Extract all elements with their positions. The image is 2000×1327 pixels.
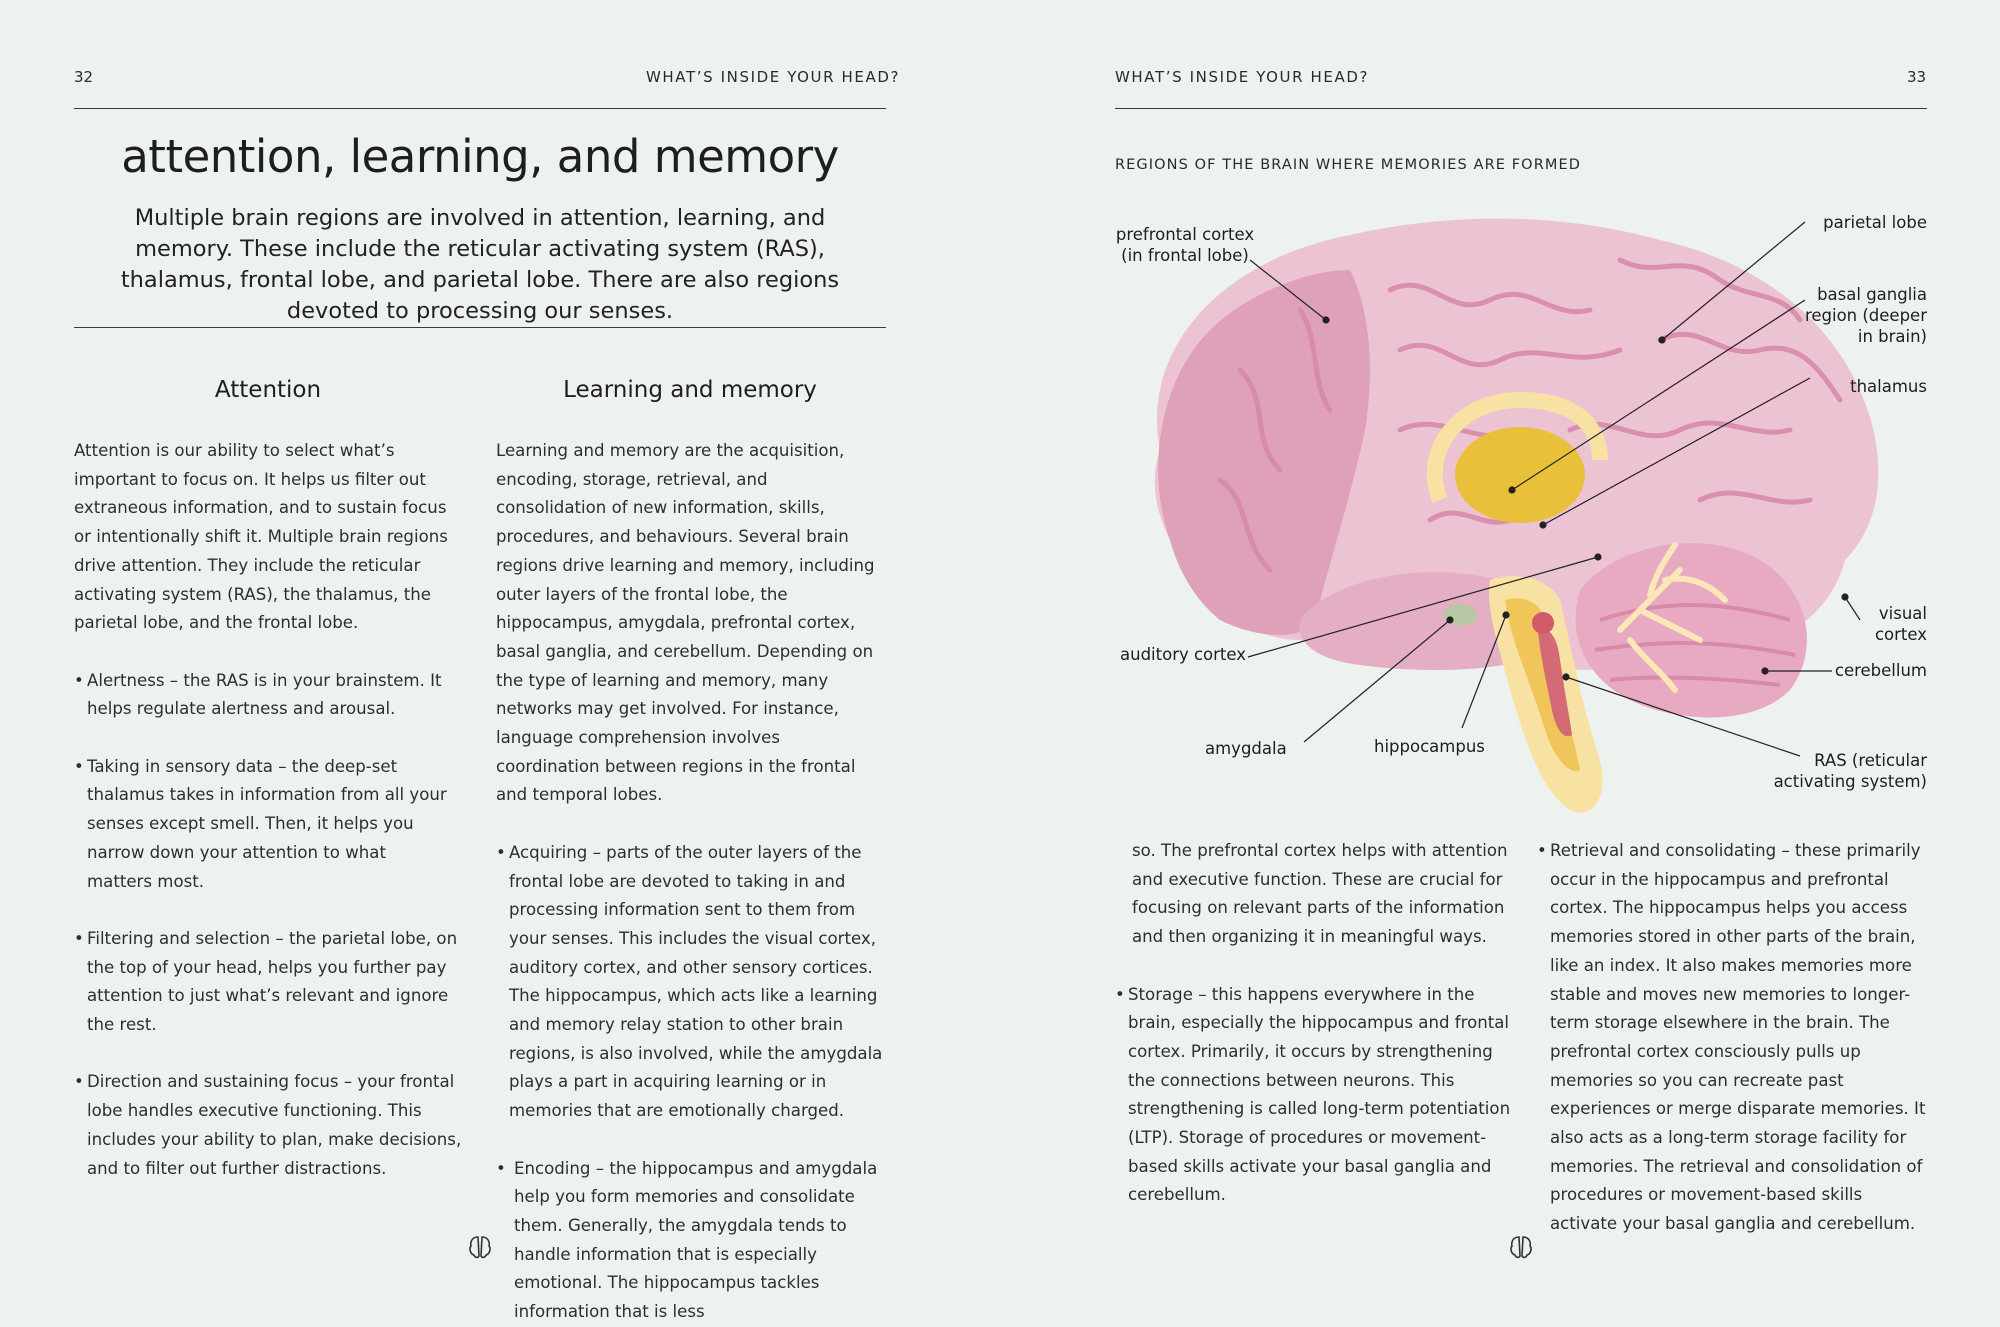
running-head-left: WHAT’S INSIDE YOUR HEAD? — [646, 68, 901, 86]
attention-bullet: • Taking in sensory data – the deep-set thalamus takes in information from all your senses except smell. Then, it helps you narrow down your attention to what matters most. — [74, 753, 449, 897]
retrieval-bullet: • Retrieval and consolidating – these primarily occur in the hippocampus and prefrontal cortex. The hippocampus helps you access memories stored in other parts of the brain, like an index. It also makes memories more stable and moves new memories to longer-term storage elsewhere in the brain. The prefrontal cortex consciously pulls up memories so you can recreate past experiences or merge disparate memories. It also acts as a long-term storage facility for memories. The retrieval and consolidation of procedures or movement-based skills activate your basal ganglia and cerebellum. — [1537, 837, 1932, 1239]
intro-rule — [74, 327, 886, 328]
continuation-paragraph: so. The prefrontal cortex helps with attention and executive function. These are crucial for focusing on relevant parts of the information and then organizing it in meaningful ways. — [1132, 841, 1508, 947]
brain-footer-icon — [467, 1234, 493, 1265]
attention-bullet: • Filtering and selection – the parietal lobe, on the top of your head, helps you further pay attention to just what’s relevant and ignore the rest. — [74, 925, 466, 1040]
page-number-right: 33 — [1907, 68, 1927, 86]
label-prefrontal-cortex: prefrontal cortex (in frontal lobe) — [1115, 225, 1255, 265]
header-rule-right — [1115, 108, 1927, 109]
learning-bullet: • Encoding – the hippocampus and amygdala help you form memories and consolidate them. Generally, the amygdala tends to handle information that is especially emotional. The hippocampus tackles information that is less — [496, 1155, 890, 1327]
label-amygdala: amygdala — [1205, 739, 1287, 758]
intro-paragraph: Multiple brain regions are involved in attention, learning, and memory. These include the reticular activating system (RAS), thalamus, frontal lobe, and parietal lobe. There are also regions devoted to processing our senses. — [120, 205, 840, 324]
page-number-left: 32 — [74, 68, 94, 86]
label-ras: RAS (reticular activating system) — [1773, 751, 1927, 791]
ras-node — [1532, 612, 1554, 634]
brain-footer-icon — [1508, 1234, 1534, 1265]
label-parietal-lobe: parietal lobe — [1823, 213, 1927, 232]
header-rule-left — [74, 108, 886, 109]
label-hippocampus: hippocampus — [1374, 737, 1485, 756]
attention-heading: Attention — [214, 377, 322, 403]
learning-bullet: • Acquiring – parts of the outer layers of the frontal lobe are devoted to taking in and processing information sent to them from your senses. This includes the visual cortex, auditory cortex, and other sensory cortices. The hippocampus, which acts like a learning and memory relay station to other brain regions, is also involved, while the amygdala plays a part in acquiring learning or in memories that are emotionally charged. — [496, 839, 890, 1126]
figure-caption: REGIONS OF THE BRAIN WHERE MEMORIES ARE FORMED — [1115, 157, 1582, 173]
right-column-1 — [1115, 837, 1515, 1210]
storage-bullet: • Storage – this happens everywhere in the brain, especially the hippocampus and frontal cortex. Primarily, it occurs by strengthening the connections between neurons. This strengthening is called long-term potentiation (LTP). Storage of procedures or movement-based skills activate your basal ganglia and cerebellum. — [1115, 981, 1515, 1211]
label-basal-ganglia: basal ganglia region (deeper in brain) — [1804, 285, 1927, 346]
label-thalamus: thalamus — [1850, 377, 1927, 396]
page-title: attention, learning, and memory — [121, 130, 839, 183]
running-head-right: WHAT’S INSIDE YOUR HEAD? — [1115, 68, 1370, 86]
learning-heading: Learning and memory — [563, 377, 817, 403]
label-cerebellum: cerebellum — [1834, 661, 1927, 680]
attention-bullet: • Alertness – the RAS is in your brainstem. It helps regulate alertness and arousal. — [74, 667, 466, 724]
learning-column — [496, 437, 890, 1327]
label-auditory-cortex: auditory cortex — [1120, 645, 1247, 664]
thalamus-shape — [1455, 427, 1585, 523]
attention-bullet: • Direction and sustaining focus – your frontal lobe handles executive functioning. This includes your ability to plan, make decisions, and to filter out further distractions. — [74, 1068, 466, 1183]
label-visual-cortex: visual cortex — [1874, 604, 1927, 644]
attention-paragraph: Attention is our ability to select what’s important to focus on. It helps us filter out extraneous information, and to sustain focus or intentionally shift it. Multiple brain regions drive attention. They include the reticular activating system (RAS), the thalamus, the parietal lobe, and the frontal lobe. — [74, 441, 448, 633]
learning-paragraph: Learning and memory are the acquisition, encoding, storage, retrieval, and consolidation of new information, skills, procedures, and behaviours. Several brain regions drive learning and memory, including outer layers of the frontal lobe, the hippocampus, amygdala, prefrontal cortex, basal ganglia, and cerebellum. Depending on the type of learning and memory, many networks may get involved. For instance, language comprehension involves coordination between regions in the frontal and temporal lobes. — [496, 441, 875, 805]
attention-column — [74, 437, 466, 1183]
right-column-2 — [1537, 837, 1932, 1239]
